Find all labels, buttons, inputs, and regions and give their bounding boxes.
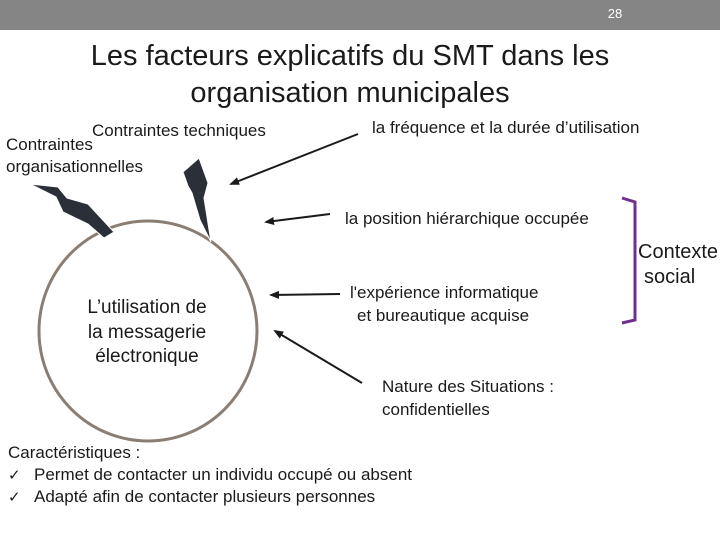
arrow-nature [275, 331, 362, 383]
label-experience-line-1: l'expérience informatique [350, 283, 539, 302]
contexte-social-label [638, 240, 720, 290]
list-item-text: Permet de contacter un individu occupé ou absent [34, 465, 413, 485]
contexte-bracket [622, 198, 635, 323]
label-experience-line-2: et bureautique acquise [357, 306, 530, 325]
contexte-line-1: Contexte [638, 241, 719, 263]
checkmark-icon: ✓ [8, 467, 21, 485]
slide-title-line-1: Les facteurs explicatifs du SMT dans les [90, 40, 610, 72]
contexte-line-2: social [644, 266, 696, 288]
checkmark-icon: ✓ [8, 489, 21, 507]
label-frequence: la fréquence et la durée d’utilisation [372, 118, 640, 137]
slide-number: 28 [607, 6, 623, 21]
center-label-line-3: électronique [95, 346, 199, 368]
list-item-text: Adapté afin de contacter plusieurs personnes [34, 487, 376, 507]
label-contraintes-org-line-2: organisationnelles [6, 157, 144, 176]
label-nature-line-2: confidentielles [382, 400, 490, 419]
characteristics-heading: Caractéristiques : [8, 443, 141, 462]
arrow-position [266, 214, 330, 222]
list-item [8, 486, 412, 508]
slide-title-line-2: organisation municipales [190, 76, 510, 109]
list-item [8, 464, 412, 486]
arrow-experience [271, 294, 340, 295]
label-position: la position hiérarchique occupée [345, 209, 589, 228]
label-contraintes-techniques: Contraintes techniques [92, 121, 266, 140]
center-label [62, 296, 232, 370]
center-label-line-2: la messagerie [87, 321, 207, 343]
lightning-bolt-icon [30, 184, 114, 238]
label-nature-line-1: Nature des Situations : [382, 377, 554, 396]
label-contraintes-org-line-1: Contraintes [6, 135, 93, 154]
characteristics [8, 442, 412, 508]
center-label-line-1: L’utilisation de [87, 297, 207, 318]
